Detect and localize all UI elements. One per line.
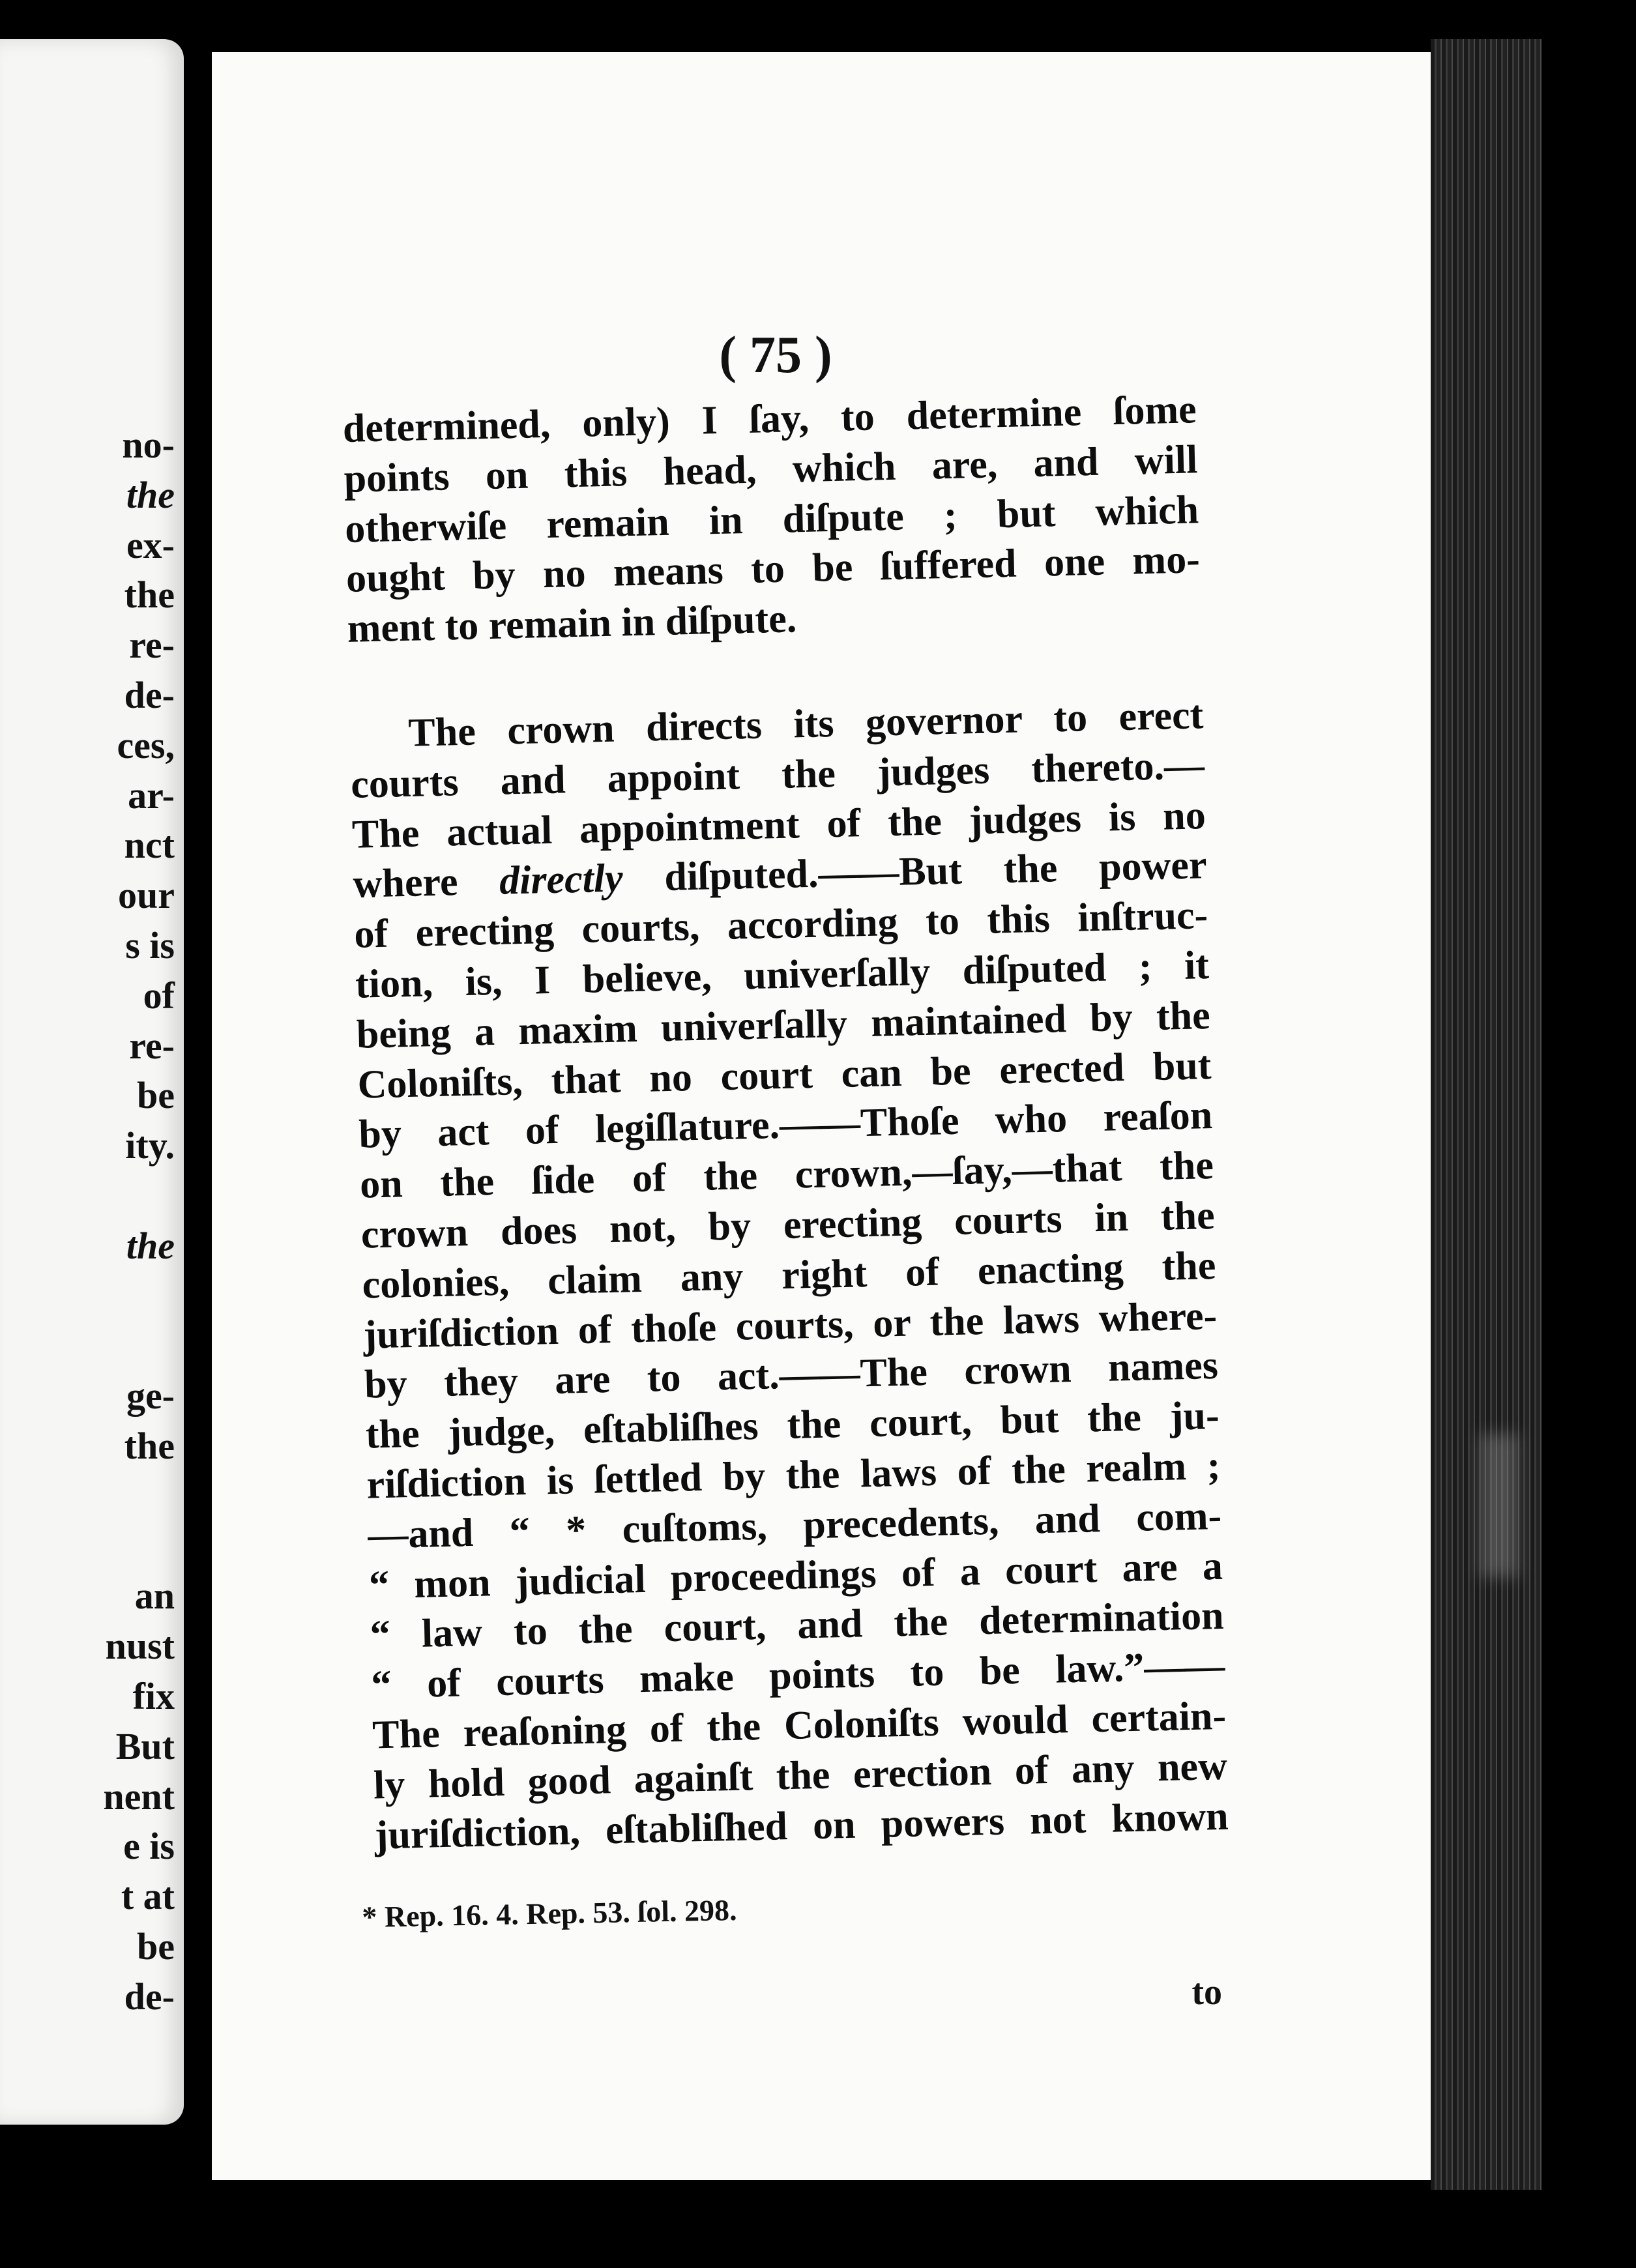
left-line: nust [105, 1625, 175, 1668]
left-line: t at [121, 1875, 175, 1918]
text-line: colonies, claim any right of enacting the [361, 1243, 1217, 1307]
left-line: e is [123, 1825, 175, 1868]
left-line: nct [124, 824, 175, 867]
left-line [0, 1522, 184, 1572]
left-line: re- [129, 624, 175, 667]
catchword: to [1191, 1972, 1222, 2013]
left-line [0, 1472, 184, 1522]
text-line: ment to remain in diſpute. [347, 596, 797, 652]
text-fragment: where [352, 859, 501, 907]
text-line: juriſdiction, eſtabliſhed on powers not known [374, 1794, 1229, 1857]
left-line [0, 1272, 184, 1322]
page-number: ( 75 ) [719, 327, 832, 384]
text-line: riſdiction is ſettled by the laws of the realm ; [366, 1443, 1221, 1507]
left-line: But [115, 1724, 175, 1767]
left-line: ex- [126, 523, 175, 566]
italic-word: directly [499, 856, 624, 904]
left-page-text [0, 420, 184, 2022]
left-line: fix [132, 1674, 175, 1717]
left-line: re- [129, 1024, 175, 1067]
text-line: The crown directs its governor to erect [407, 693, 1204, 755]
text-line: the judge, eſtabliſhes the court, but the ju- [365, 1393, 1220, 1457]
left-line: ge- [126, 1374, 175, 1418]
text-line: ought by no means to be ſuffered one mo- [345, 537, 1201, 602]
left-line: ity. [125, 1124, 175, 1167]
left-line: an [134, 1575, 175, 1618]
text-line: by act of legiſlature.——Thoſe who reaſon [358, 1093, 1213, 1157]
text-line: tion, is, I believe, univerſally diſputed ; it [355, 943, 1210, 1007]
left-line: s is [125, 923, 175, 967]
text-line: crown does not, by erecting courts in the [360, 1193, 1216, 1257]
text-line: juriſdiction of thoſe courts, or the laws where- [362, 1293, 1218, 1358]
left-line: be [137, 1074, 175, 1117]
text-line: —and “ * cuſtoms, precedents, and com- [367, 1493, 1222, 1558]
text-line: courts and appoint the judges thereto.— [350, 742, 1205, 807]
text-line: determined, only) I ſay, to determine ſome [342, 387, 1197, 451]
left-line: de- [124, 1975, 175, 2018]
text-line: being a maxim univerſally maintained by the [356, 993, 1211, 1057]
left-line: be [137, 1925, 175, 1968]
left-line: the [126, 473, 175, 516]
left-line: the [126, 1224, 175, 1267]
text-line: ly hold good againſt the erection of any new [373, 1743, 1228, 1808]
text-line: “ law to the court, and the determination [370, 1593, 1225, 1657]
left-line: of [143, 974, 175, 1017]
left-line: the [124, 1424, 175, 1467]
text-line: Coloniſts, that no court can be erected but [357, 1043, 1212, 1107]
left-line: no- [122, 424, 175, 466]
text-line: on the ſide of the crown,—ſay,—that the [359, 1143, 1214, 1207]
body-text [342, 385, 1229, 1860]
text-line: by they are to act.——The crown names [364, 1343, 1219, 1407]
footnote: * Rep. 16. 4. Rep. 53. ſol. 298. [362, 1893, 737, 1934]
left-line: our [118, 874, 175, 917]
fore-edge-highlight [1480, 1434, 1519, 1577]
text-line: The actual appointment of the judges is no [351, 792, 1206, 857]
left-line [0, 1321, 184, 1371]
text-line: “ of courts make points to be law.”—— [370, 1643, 1226, 1708]
left-facing-page [0, 39, 184, 2125]
text-line: “ mon judicial proceedings of a court are a [368, 1543, 1223, 1608]
left-line: the [124, 574, 175, 617]
left-line: ar- [128, 774, 175, 817]
text-line: The reaſoning of the Coloniſts would certain- [372, 1693, 1227, 1758]
text-line: otherwiſe remain in diſpute ; but which [344, 487, 1199, 551]
left-line: de- [124, 673, 175, 716]
book-fore-edge [1431, 39, 1541, 2190]
left-line: nent [103, 1775, 175, 1818]
text-fragment: diſputed.——But the power [622, 843, 1208, 901]
text-line: points on this head, which are, and will [343, 437, 1199, 501]
text-line: of erecting courts, according to this inſtruc- [353, 893, 1208, 957]
left-line: ces, [117, 723, 175, 766]
left-line [0, 1171, 184, 1221]
